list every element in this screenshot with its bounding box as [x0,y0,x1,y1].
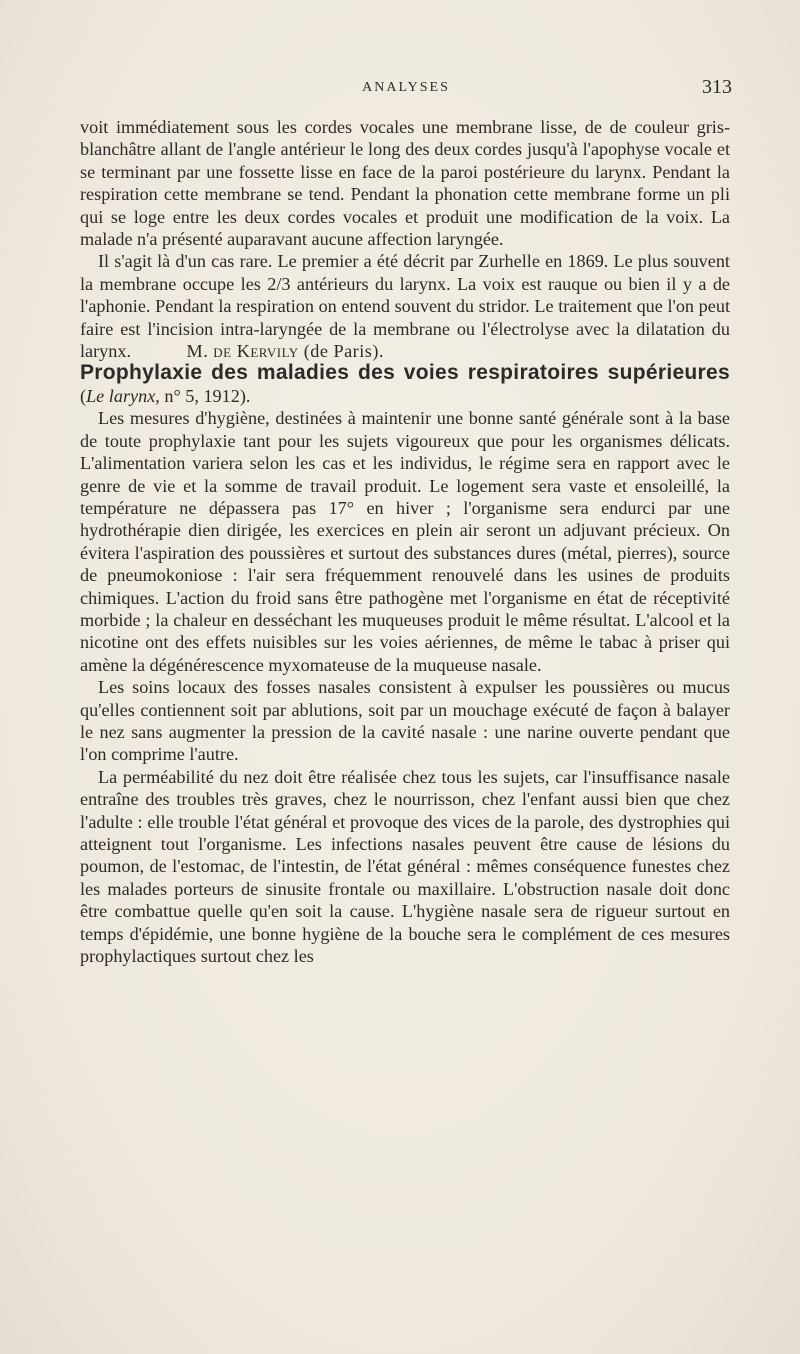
paragraph: La perméabilité du nez doit être réalisée chez tous les sujets, car l'insuffisance nasale entraîne des troubles très graves, chez le nourrisson, chez l'enfant aussi bien que chez l'adulte : elle trouble l'état général et provoque des vices de la parole, des dystrophies qui atteignent tout l'organisme. Les infections nasales peuvent être cause de lésions du poumon, de l'estomac, de l'intestin, de l'état général : mêmes conséquence funestes chez les malades porteurs de sinusite frontale ou maxillaire. L'obstruction nasale doit donc être combattue quelle qu'en soit la cause. L'hygiène nasale sera de rigueur surtout en temps d'épidémie, une bonne hygiène de la bouche sera le complément de ces mesures prophylactiques surtout chez les [80,766,730,967]
paragraph: Les mesures d'hygiène, destinées à maintenir une bonne santé générale sont à la base de toute prophylaxie tant pour les sujets vigoureux que pour les organismes délicats. L'alimentation variera selon les cas et les individus, le régime sera en rapport avec le genre de vie et la somme de travail produit. Le logement sera vaste et ensoleillé, la température ne dépassera pas 17° en hiver ; l'organisme sera endurci par une hydrothérapie dien dirigée, les exercices en plein air seront un adjuvant précieux. On évitera l'aspiration des poussières et surtout des substances dures (métal, pierres), source de pneumokoniose : l'air sera fréquemment renouvelé dans les usines de produits chimiques. L'action du froid sans être pathogène met l'organisme en état de réceptivité morbide ; la chaleur en desséchant les muqueuses produit le même résultat. L'alcool et la nicotine ont des effets nuisibles sur les voies aériennes, de même le tabac à priser qui amène la dégénérescence myxomateuse de la muqueuse nasale. [80,408,730,675]
page-number: 313 [702,76,732,98]
author-particle: de [213,341,232,362]
source-details: , n° 5, 1912). [155,385,251,406]
page-header [80,76,732,100]
author-prefix: M. [186,341,209,362]
author-name: Kervily [236,341,299,362]
journal-name: Le larynx [86,385,156,406]
section-heading [80,362,730,407]
paragraph [80,250,730,362]
article-body [80,116,730,967]
paragraph: Les soins locaux des fosses nasales consistent à expulser les poussières ou mucus qu'elles contiennent soit par ablutions, soit par un mouchage exécuté de façon à balayer le nez sans augmenter la pression de la cavité nasale : une narine ouverte pendant que l'on comprime l'autre. [80,677,730,765]
author-signature [131,341,384,361]
source-citation [80,386,250,406]
author-city: (de Paris). [303,341,384,362]
paragraph-text: Il s'agit là d'un cas rare. Le premier a été décrit par Zurhelle en 1869. Le plus souvent la membrane occupe les 2/3 antérieurs du larynx. La voix est rauque ou bien il y a de l'aphonie. Pendant la respiration on entend souvent du stridor. Le traitement que l'on peut faire est l'incision intra-laryngée de la membrane ou l'électrolyse avec la dilatation du larynx. [80,251,730,362]
paragraph: voit immédiatement sous les cordes vocales une membrane lisse, de de couleur gris-blanchâtre allant de l'angle antérieur le long des deux cordes jusqu'à l'apophyse vocale et se terminant par une fossette lisse en face de la paroi postérieure du larynx. Pendant la respiration cette membrane se tend. Pendant la phonation cette membrane forme un pli qui se loge entre les deux cordes vocales et produit une modification de la voix. La malade n'a présenté auparavant aucune affection laryngée. [80,117,730,250]
running-title: ANALYSES [362,80,450,95]
section-title: Prophylaxie des maladies des voies respiratoires supérieures [80,361,730,385]
source-open: ( [80,385,87,406]
